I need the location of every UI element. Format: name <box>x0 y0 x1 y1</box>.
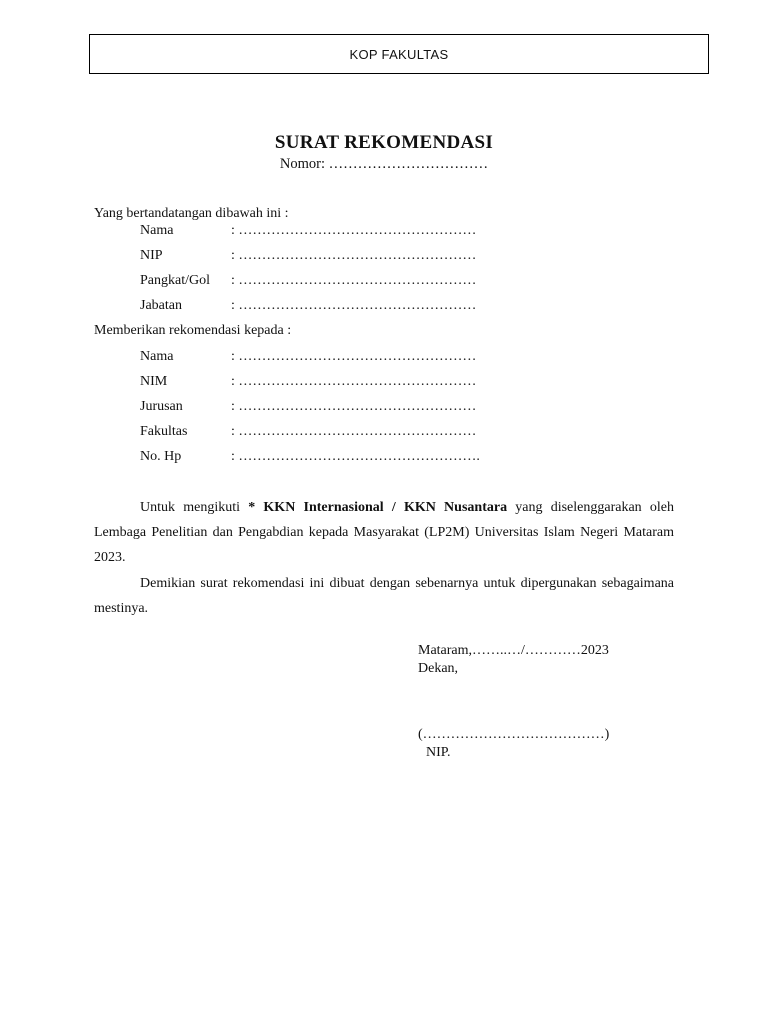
signer-rank-value: : …………………………………………… <box>231 273 477 288</box>
signer-nip-label: NIP <box>140 248 163 263</box>
body-paragraph-1 <box>94 495 674 570</box>
letter-number: Nomor: …………………………… <box>279 156 489 172</box>
body-p2-text: Demikian surat rekomendasi ini dibuat dengan sebenarnya untuk dipergunakan sebagaimana mestinya. <box>94 576 674 616</box>
body-p1-lead: Untuk mengikuti <box>140 500 249 515</box>
signer-rank-label: Pangkat/Gol <box>140 273 210 288</box>
signer-nip-value: : …………………………………………… <box>231 248 477 263</box>
signer-intro: Yang bertandatangan dibawah ini : <box>94 206 289 221</box>
letterhead-box <box>89 34 709 74</box>
recipient-major-label: Jurusan <box>140 399 183 414</box>
letterhead-text: KOP FAKULTAS <box>349 46 449 62</box>
recipient-phone-value: : ……………………………………………. <box>231 449 480 464</box>
signer-name-value: : …………………………………………… <box>231 223 477 238</box>
recipient-intro: Memberikan rekomendasi kepada : <box>94 323 292 338</box>
signature-place-date: Mataram,……..…/…………2023 <box>418 643 609 658</box>
signer-position-value: : …………………………………………… <box>231 298 477 313</box>
signature-position: Dekan, <box>418 661 459 676</box>
recipient-major-value: : …………………………………………… <box>231 399 477 414</box>
signature-nip: NIP. <box>426 745 451 760</box>
body-paragraph-2 <box>94 571 674 621</box>
recipient-nim-label: NIM <box>140 374 168 389</box>
body-p1-rest: yang diselenggarakan oleh Lembaga Penelitian dan Pengabdian kepada Masyarakat (LP2M) Universitas Islam Negeri Mataram 2023. <box>94 500 674 565</box>
body-p1-program: * KKN Internasional / KKN Nusantara <box>248 500 508 515</box>
signature-name-placeholder: (…………………………………) <box>418 727 610 742</box>
recipient-phone-label: No. Hp <box>140 449 182 464</box>
letter-title: SURAT REKOMENDASI <box>274 132 494 153</box>
recipient-nim-value: : …………………………………………… <box>231 374 477 389</box>
recipient-name-label: Nama <box>140 349 174 364</box>
recipient-faculty-value: : …………………………………………… <box>231 424 477 439</box>
signer-position-label: Jabatan <box>140 298 182 313</box>
recipient-faculty-label: Fakultas <box>140 424 188 439</box>
recipient-name-value: : …………………………………………… <box>231 349 477 364</box>
signer-name-label: Nama <box>140 223 174 238</box>
